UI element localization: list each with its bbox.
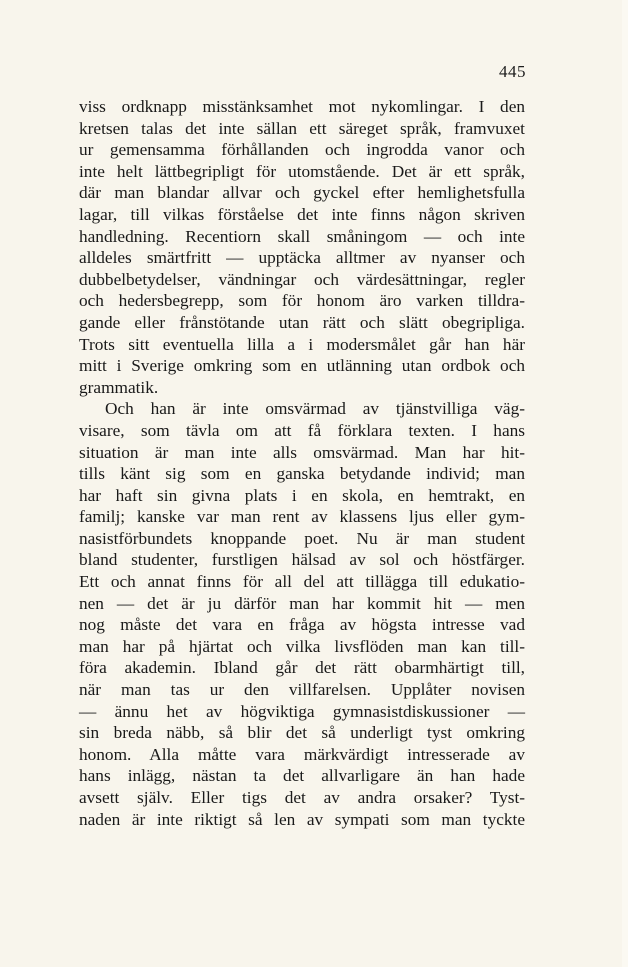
text-line: familj; kanske var man rent av klassens ljus eller gym- <box>79 507 525 527</box>
text-line: hans inlägg, nästan ta det allvarligare än han hade <box>79 766 525 786</box>
text-line: inte helt lättbegripligt för utomstående. Det är ett språk, <box>79 161 525 181</box>
text-line: situation är man inte alls omsvärmad. Man har hit- <box>79 442 525 462</box>
text-line: handledning. Recentiorn skall småningom — och inte <box>79 226 525 246</box>
text-line: när man tas ur den villfarelsen. Upplåter novisen <box>79 680 525 700</box>
text-line: nasistförbundets knoppande poet. Nu är man student <box>79 528 525 548</box>
text-line: bland studenter, furstligen hälsad av sol och höstfärger. <box>79 550 525 570</box>
text-line: nen — det är ju därför man har kommit hit — men <box>79 593 525 613</box>
text-line: och hedersbegrepp, som för honom äro varken tilldra- <box>79 291 525 311</box>
body-text <box>79 96 525 830</box>
text-line: viss ordknapp misstänksamhet mot nykomlingar. I den <box>79 97 525 116</box>
text-line: föra akademin. Ibland går det rätt obarmhärtigt till, <box>79 658 525 678</box>
text-line: gande eller frånstötande utan rätt och slätt obegripliga. <box>79 312 525 332</box>
text-line: honom. Alla måtte vara märkvärdigt intresserade av <box>79 744 525 764</box>
text-line: mitt i Sverige omkring som en utlänning utan ordbok och <box>79 356 525 376</box>
text-line: grammatik. <box>79 377 159 397</box>
text-line: där man blandar allvar och gyckel efter hemlighetsfulla <box>79 183 525 203</box>
text-line: dubbelbetydelser, vändningar och värdesättningar, regler <box>79 269 525 289</box>
text-line: tills känt sig som en ganska betydande individ; man <box>79 464 525 484</box>
text-line: kretsen talas det inte sällan ett säreget språk, framvuxet <box>79 118 525 138</box>
text-line: sin breda näbb, så blir det så underligt tyst omkring <box>79 723 525 743</box>
text-line: Och han är inte omsvärmad av tjänstvilliga väg- <box>105 399 525 419</box>
text-line: ur gemensamma förhållanden och ingrodda vanor och <box>79 140 525 160</box>
page-number: 445 <box>499 62 526 81</box>
text-line: alldeles smärtfritt — upptäcka alltmer av nyanser och <box>79 248 525 268</box>
text-line: lagar, till vilkas förståelse det inte finns någon skriven <box>79 204 525 224</box>
text-line: avsett själv. Eller tigs det av andra orsaker? Tyst- <box>79 788 525 807</box>
text-line: visare, som tävla om att få förklara texten. I hans <box>79 420 525 440</box>
text-line: — ännu het av högviktiga gymnasistdiskussioner — <box>79 701 525 721</box>
text-line: Ett och annat finns för all del att tillägga till edukatio- <box>79 572 525 592</box>
text-line: man har på hjärtat och vilka livsflöden man kan till- <box>79 636 525 656</box>
text-line: har haft sin givna plats i en skola, en hemtrakt, en <box>79 485 525 505</box>
text-line: nog måste det vara en fråga av högsta intresse vad <box>79 615 525 635</box>
text-line: Trots sitt eventuella lilla a i modersmålet går han här <box>79 334 525 354</box>
text-line: naden är inte riktigt så len av sympati som man tyckte <box>79 809 525 829</box>
